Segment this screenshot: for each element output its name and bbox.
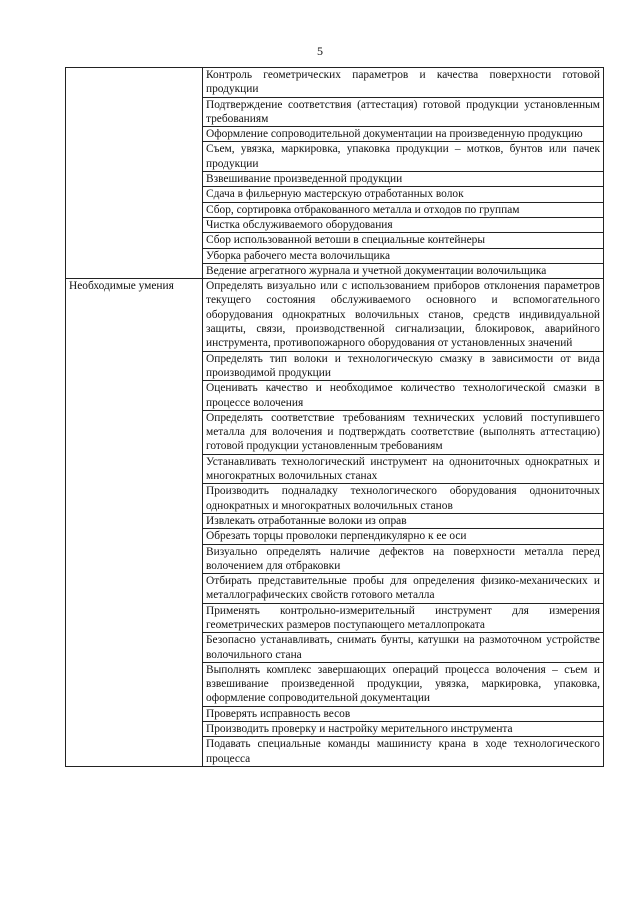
competency-table	[65, 67, 604, 767]
list-item: Производить проверку и настройку мерительного инструмента	[203, 722, 604, 737]
list-item: Устанавливать технологический инструмент на однониточных однократных и многократных волочильных станах	[203, 454, 604, 484]
list-item: Уборка рабочего места волочильщика	[203, 248, 604, 263]
table-row	[66, 142, 604, 172]
list-item: Подтверждение соответствия (аттестация) готовой продукции установленным требованиям	[203, 97, 604, 127]
list-item: Извлекать отработанные волоки из оправ	[203, 513, 604, 528]
list-item: Проверять исправность весов	[203, 706, 604, 721]
table-row	[66, 233, 604, 248]
list-item: Сбор, сортировка отбракованного металла и отходов по группам	[203, 202, 604, 217]
list-item: Сдача в фильерную мастерскую отработанных волок	[203, 187, 604, 202]
table-row	[66, 202, 604, 217]
table-row	[66, 351, 604, 381]
table-row	[66, 68, 604, 98]
list-item: Оценивать качество и необходимое количество технологической смазки в процессе волочения	[203, 381, 604, 411]
list-item: Взвешивание произведенной продукции	[203, 172, 604, 187]
list-item: Съем, увязка, маркировка, упаковка продукции – мотков, бунтов или пачек продукции	[203, 142, 604, 172]
page-number: 5	[317, 44, 323, 58]
table-row	[66, 172, 604, 187]
table-row	[66, 574, 604, 604]
table-row	[66, 529, 604, 544]
list-item: Отбирать представительные пробы для определения физико-механических и металлографических свойств готового металла	[203, 574, 604, 604]
table-row	[66, 544, 604, 574]
table-row	[66, 217, 604, 232]
table-row	[66, 484, 604, 514]
list-item: Применять контрольно-измерительный инструмент для измерения геометрических размеров поступающего металлопроката	[203, 603, 604, 633]
table-row	[66, 662, 604, 706]
skills-label: Необходимые умения	[66, 279, 203, 351]
table-row	[66, 187, 604, 202]
list-item: Выполнять комплекс завершающих операций процесса волочения – съем и взвешивание произведенной продукции, увязка, маркировка, упаковка, оформление сопроводительной документации	[203, 662, 604, 706]
table-row	[66, 706, 604, 721]
table-row	[66, 633, 604, 663]
list-item: Чистка обслуживаемого оборудования	[203, 217, 604, 232]
empty-label-cell	[66, 68, 203, 98]
list-item: Контроль геометрических параметров и качества поверхности готовой продукции	[203, 68, 604, 98]
list-item: Оформление сопроводительной документации на произведенную продукцию	[203, 127, 604, 142]
table-row	[66, 454, 604, 484]
list-item: Определять соответствие требованиям технических условий поступившего металла для волочения и подтверждать соответствие (выполнять аттестацию) готовой продукции установленным требованиям	[203, 410, 604, 454]
table-row	[66, 279, 604, 351]
table-row	[66, 127, 604, 142]
table-row	[66, 263, 604, 278]
table-body	[66, 68, 604, 767]
list-item: Ведение агрегатного журнала и учетной документации волочильщика	[203, 263, 604, 278]
list-item: Сбор использованной ветоши в специальные контейнеры	[203, 233, 604, 248]
list-item: Визуально определять наличие дефектов на поверхности металла перед волочением для отбраковки	[203, 544, 604, 574]
table-row	[66, 381, 604, 411]
table-row	[66, 737, 604, 767]
table-row	[66, 603, 604, 633]
list-item: Подавать специальные команды машинисту крана в ходе технологического процесса	[203, 737, 604, 767]
table-row	[66, 410, 604, 454]
list-item: Определять визуально или с использованием приборов отклонения параметров текущего состояния обслуживаемого основного и вспомогательного оборудования однократных волочильных станов, средств индивидуальной защиты, связи, производственной сигнализации, блокировок, аварийного инструмента, противопожарного оборудования от установленных значений	[203, 279, 604, 351]
list-item: Производить подналадку технологического оборудования однониточных однократных и многократных волочильных станов	[203, 484, 604, 514]
list-item: Определять тип волоки и технологическую смазку в зависимости от вида производимой продукции	[203, 351, 604, 381]
table-row	[66, 513, 604, 528]
list-item: Безопасно устанавливать, снимать бунты, катушки на размоточном устройстве волочильного стана	[203, 633, 604, 663]
table-row	[66, 97, 604, 127]
table-row	[66, 248, 604, 263]
table-row	[66, 722, 604, 737]
list-item: Обрезать торцы проволоки перпендикулярно к ее оси	[203, 529, 604, 544]
